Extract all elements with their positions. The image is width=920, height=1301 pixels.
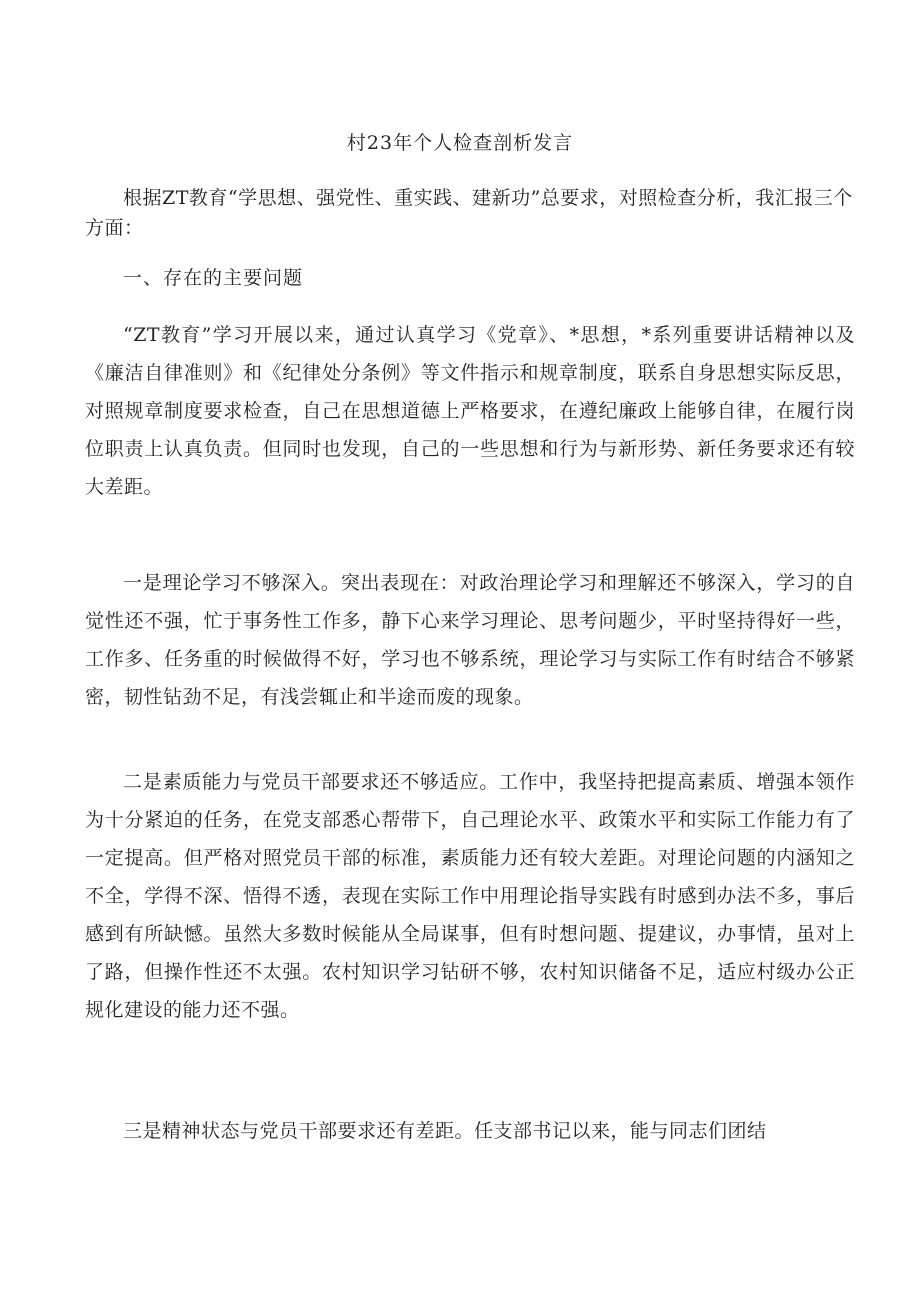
body-paragraph-3: 二是素质能力与党员干部要求还不够适应。工作中，我坚持把提高素质、增强本领作为十分紧迫的任务，在党支部悉心帮带下，自己理论水平、政策水平和实际工作能力有了一定提高。但严格对照党员干部的标准，素质能力还有较大差距。对理论问题的内涵知之不全，学得不深、悟得不透，表现在实际工作中用理论指导实践有时感到办法不多，事后感到有所缺憾。虽然大多数时候能从全局谋事，但有时想问题、提建议，办事情，虽对上了路，但操作性还不太强。农村知识学习钻研不够，农村知识储备不足，适应村级办公正规化建设的能力还不强。 xyxy=(85,771,855,1021)
intro-paragraph: 根据ZT教育“学思想、强党性、重实践、建新功”总要求，对照检查分析，我汇报三个方面： xyxy=(85,187,853,239)
body-paragraph-1: “ZT教育”学习开展以来，通过认真学习《党章》、*思想，*系列重要讲话精神以及《廉洁自律准则》和《纪律处分条例》等文件指示和规章制度，联系自身思想实际反思，对照规章制度要求检查，自己在思想道德上严格要求，在遵纪廉政上能够自律，在履行岗位职责上认真负责。但同时也发现，自己的一些思想和行为与新形势、新任务要求还有较大差距。 xyxy=(85,324,855,498)
document-title: 村23年个人检查剖析发言 xyxy=(346,132,574,154)
body-paragraph-2: 一是理论学习不够深入。突出表现在：对政治理论学习和理解还不够深入，学习的自觉性还不强，忙于事务性工作多，静下心来学习理论、思考问题少，平时坚持得好一些，工作多、任务重的时候做得不好，学习也不够系统，理论学习与实际工作有时结合不够紧密，韧性钻劲不足，有浅尝辄止和半途而废的现象。 xyxy=(85,572,855,708)
section-heading: 一、存在的主要问题 xyxy=(123,267,304,289)
body-paragraph-4: 三是精神状态与党员干部要求还有差距。任支部书记以来，能与同志们团结 xyxy=(123,1120,767,1142)
